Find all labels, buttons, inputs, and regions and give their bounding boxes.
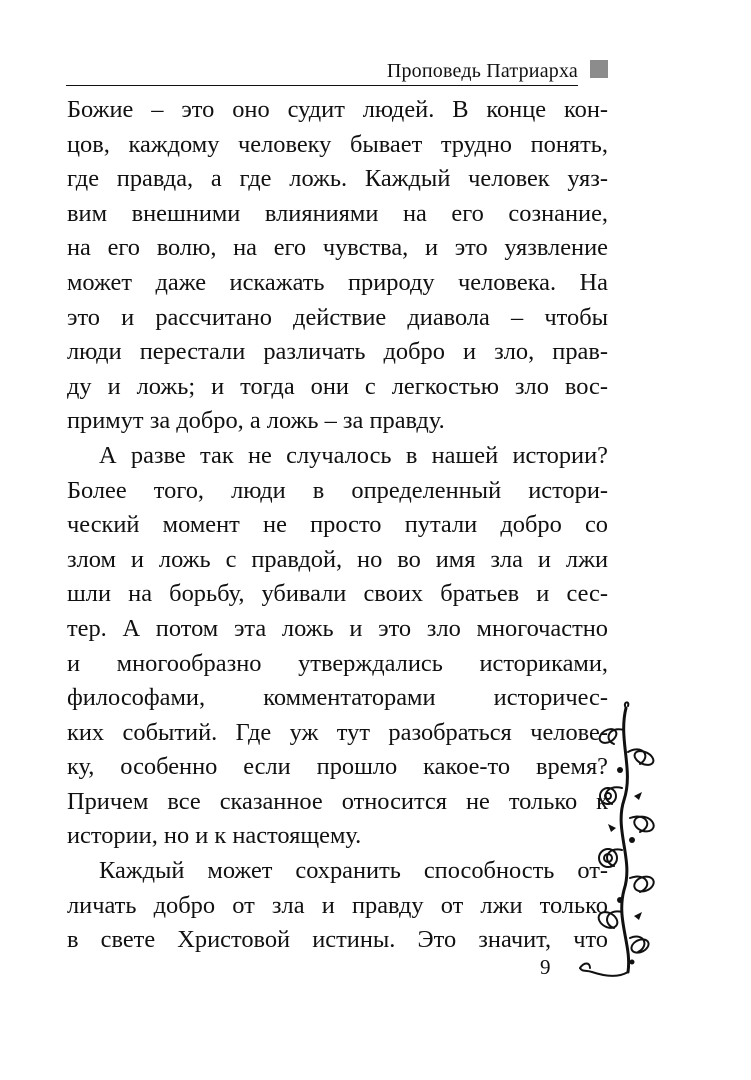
header-rule xyxy=(66,85,578,86)
text-line: примут за добро, а ложь – за правду. xyxy=(67,407,445,435)
text-line: Причем все сказанное относится не только к xyxy=(67,787,608,815)
text-line: цов, каждому человеку бывает трудно понять, xyxy=(67,130,608,158)
text-line: это и рассчитано действие диавола – чтобы xyxy=(67,303,608,331)
text-line: тер. А потом эта ложь и это зло многочастно xyxy=(67,614,608,642)
header-square-icon xyxy=(590,60,608,78)
page-number: 9 xyxy=(540,955,551,979)
text-line: на его волю, на его чувства, и это уязвление xyxy=(67,234,608,262)
text-line: ду и ложь; и тогда они с легкостью зло вос- xyxy=(67,372,608,400)
text-line: злом и ложь с правдой, но во имя зла и лжи xyxy=(67,545,608,573)
text-line: люди перестали различать добро и зло, прав- xyxy=(67,338,608,366)
text-line: Каждый может сохранить способность от- xyxy=(99,857,608,885)
text-line: где правда, а где ложь. Каждый человек уяз- xyxy=(67,165,608,193)
text-line: в свете Христовой истины. Это значит, что xyxy=(67,926,608,954)
text-line: Божие – это оно судит людей. В конце кон- xyxy=(67,96,608,123)
text-line: ческий момент не просто путали добро со xyxy=(67,511,608,539)
text-line: философами, комментаторами историчес- xyxy=(67,684,608,712)
text-line: Более того, люди в определенный истори- xyxy=(67,476,608,504)
text-line: может даже искажать природу человека. На xyxy=(67,268,608,296)
text-line: ку, особенно если прошло какое-то время? xyxy=(67,753,608,781)
running-header-title: Проповедь Патриарха xyxy=(386,60,578,82)
floral-vine-ornament-icon xyxy=(578,700,668,990)
text-line: вим внешними влияниями на его сознание, xyxy=(67,199,608,227)
text-line: шли на борьбу, убивали своих братьев и сес- xyxy=(67,580,608,608)
text-line: и многообразно утверждались историками, xyxy=(67,649,608,677)
text-line: личать добро от зла и правду от лжи только xyxy=(67,891,608,919)
text-line: А разве так не случалось в нашей истории? xyxy=(99,441,608,469)
running-header xyxy=(66,56,608,86)
text-line: истории, но и к настоящему. xyxy=(67,822,362,850)
text-line: ких событий. Где уж тут разобраться челове- xyxy=(67,718,608,746)
body-text xyxy=(67,93,608,958)
